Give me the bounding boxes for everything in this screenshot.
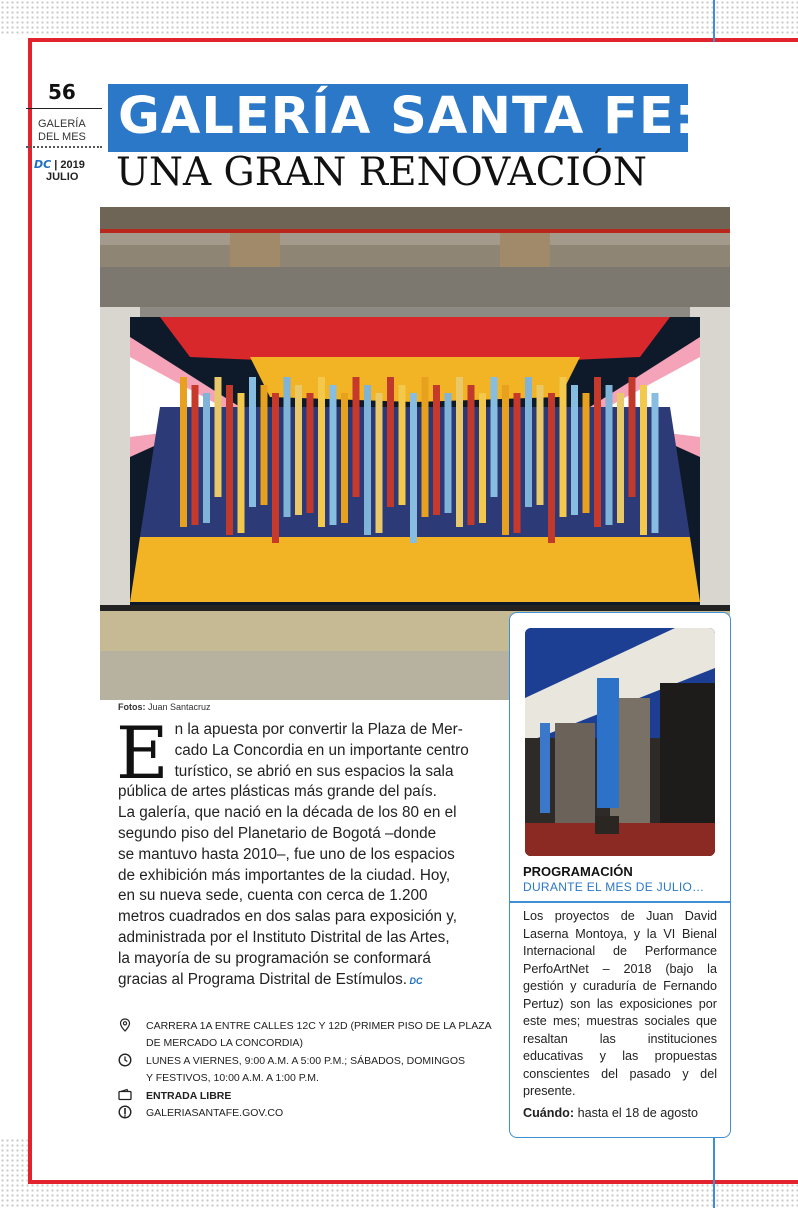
location-pin-icon <box>118 1018 132 1032</box>
dotted-divider <box>26 146 102 150</box>
article-line: administrada por el Instituto Distrital de las Artes, <box>118 928 450 946</box>
headline-title: GALERÍA SANTA FE: <box>118 87 697 146</box>
article-body <box>116 711 498 991</box>
article-line: gracias al Programa Distrital de Estímulos. DC <box>118 970 423 988</box>
photo-credit-label: Fotos: <box>118 702 146 712</box>
section-label: GALERÍA DEL MES <box>38 118 86 143</box>
article-line: de exhibición más importantes de la ciudad. Hoy, <box>118 866 451 884</box>
issue-year: 2019 <box>60 159 85 171</box>
hours-line-2: Y FESTIVOS, 10:00 A.M. A 1:00 P.M. <box>146 1072 319 1084</box>
info-icon <box>118 1105 132 1119</box>
address-line-1: CARRERA 1A ENTRE CALLES 12C Y 12D (PRIMER PISO DE LA PLAZA <box>146 1020 492 1032</box>
article-line: se mantuvo hasta 2010–, fue uno de los espacios <box>118 845 455 863</box>
gallery-entrance-photo <box>525 628 715 856</box>
dotted-header-band <box>0 0 798 36</box>
headline-banner <box>108 84 697 152</box>
page-number: 56 <box>48 80 76 104</box>
dc-logo: DC <box>34 158 52 171</box>
issue-separator: | <box>54 159 61 171</box>
entry-text: ENTRADA LIBRE <box>146 1090 232 1102</box>
article-line: segundo piso del Planetario de Bogotá –donde <box>118 824 437 842</box>
page-frame-bottom <box>28 1180 798 1184</box>
issue-line <box>34 158 85 172</box>
programme-text: Los proyectos de Juan David Laserna Montoya, y la VI Bienal Internacional de Performance PerfoArtNet – 2018 (bajo la gestión y curaduría de Fernando Pertuz) son las exposiciones por este mes; muestras sociales que resaltan las instituciones educativas y las propuestas conscientes del pasado y del presente. <box>523 909 717 1098</box>
article-line: en su nueva sede, cuenta con cerca de 1.200 <box>118 887 428 905</box>
article-line: pública de artes plásticas más grande del país. <box>118 783 437 801</box>
programme-when <box>523 1106 698 1120</box>
when-label: Cuándo: <box>523 1106 575 1120</box>
when-value: hasta el 18 de agosto <box>577 1106 699 1120</box>
article-line: turístico, se abrió en sus espacios la sala <box>174 762 454 780</box>
programme-title: PROGRAMACIÓN <box>523 864 633 879</box>
article-line: La galería, que nació en la década de los 80 en el <box>118 804 457 822</box>
hours-text <box>146 1053 506 1087</box>
programme-subtitle: DURANTE EL MES DE JULIO… <box>523 880 705 894</box>
clock-icon <box>118 1053 132 1067</box>
hours-line-1: LUNES A VIERNES, 9:00 A.M. A 5:00 P.M.; SÁBADOS, DOMINGOS <box>146 1055 466 1067</box>
ticket-icon <box>118 1088 132 1102</box>
address-text <box>146 1018 506 1052</box>
article-line: metros cuadrados en dos salas para exposición y, <box>118 908 457 926</box>
article-end-mark: DC <box>407 975 423 986</box>
issue-month: JULIO <box>46 171 79 183</box>
photo-credit-name: Juan Santacruz <box>148 702 211 712</box>
address-line-2: DE MERCADO LA CONCORDIA) <box>146 1037 303 1049</box>
article-line: la mayoría de su programación se conformará <box>118 949 431 967</box>
website-text[interactable]: GALERIASANTAFE.GOV.CO <box>146 1107 284 1119</box>
headline-subtitle: UNA GRAN RENOVACIÓN <box>116 150 648 195</box>
article-lines <box>116 711 498 991</box>
article-line: cado La Concordia en un importante centro <box>174 741 469 759</box>
programme-divider <box>509 901 731 903</box>
drop-cap: E <box>116 711 169 795</box>
article-line: n la apuesta por convertir la Plaza de Mer- <box>174 721 463 738</box>
divider <box>26 108 102 109</box>
